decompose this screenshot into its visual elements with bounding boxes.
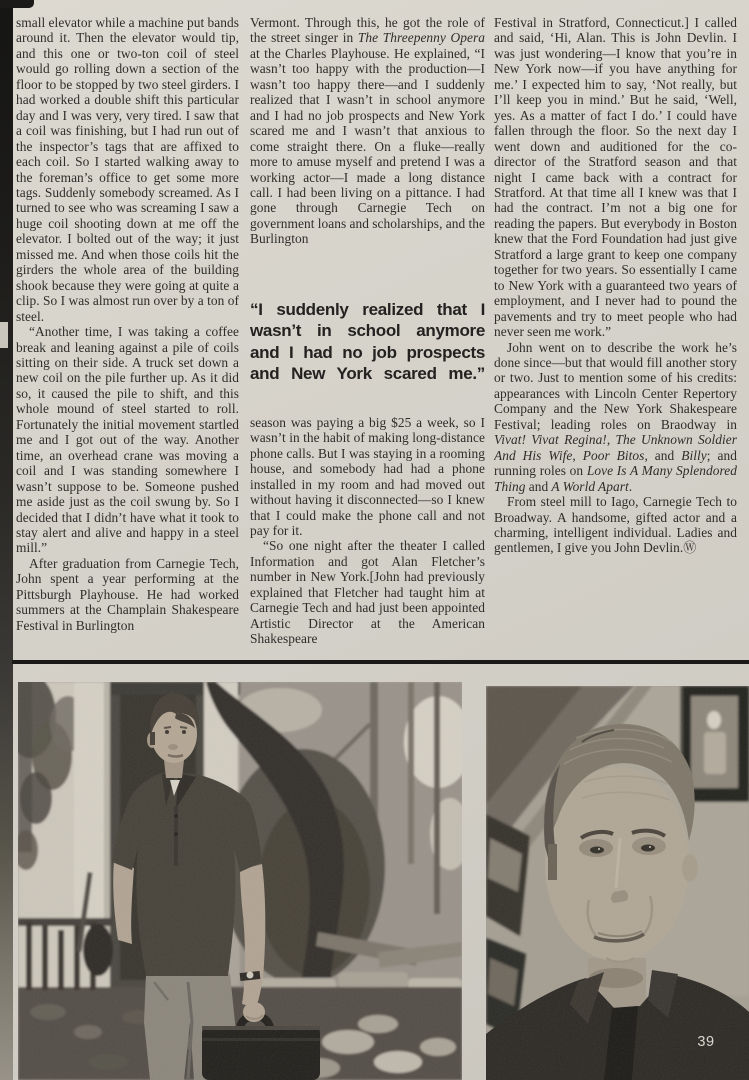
paragraph: season was paying a big $25 a week, so I wasn’t in the habit of making long-distance phone calls. But I was staying in a rooming house, and somebody had had a phone installed in my room and had moved out without having it disconnected—so I knew that I could make the phone call and not pay for it. [250, 414, 485, 538]
page-binding-shadow [0, 0, 13, 1080]
end-of-article-mark: Ⓦ [683, 541, 697, 557]
paragraph: Vermont. Through this, he got the role of the street singer in The Threepenny Opera at the Charles Playhouse. He explained, “I wasn’t too happy with the production—I wasn’t too happy there—and I suddenly realized that I wasn’t in school anymore and I had no job prospects and New York scared me and I wasn’t that anxious to come straight there. On a fluke—really more to amuse myself and pretend I was a working actor—I made a long distance call. I had been living on a pittance. I had gone through Carnegie Tech on government loans and scholarships, and the Burlington [250, 15, 485, 247]
divider-rule [12, 660, 749, 664]
scan-edge-mark [0, 0, 34, 8]
article-column-right [494, 15, 737, 557]
paragraph: small elevator while a machine put bands around it. Then the elevator would tip, and this one or two-ton coil of steel would go rolling down a section of the floor to be stopped by two steel girders. I had worked a double shift this particular day and I was very, very tired. I saw that a coil was finishing, but I had run out of the inspector’s tags that are affixed to each coil. So I started walking away to the foreman’s office to get some more tags. Suddenly somebody screamed. As I turned to see who was screaming I saw a huge coil shooting down at me off the elevator. I bolted out of the way; it just missed me. And when those coils hit the girders the whole area of the building shook because they were going at quite a clip. So I was almost run over by a ton of steel. [16, 15, 239, 324]
paragraph: “So one night after the theater I called Information and got Alan Fletcher’s number in New York.[John had previously explained that Fletcher had taught him at Carnegie Tech and had just been appointed Artistic Director at the American Shakespeare [250, 538, 485, 647]
pull-quote-line: and I had no job prospects [250, 342, 485, 362]
pull-quote-line: “I suddenly realized that I [250, 299, 485, 319]
paragraph: After graduation from Carnegie Tech, John spent a year performing at the Pittsburgh Playhouse. He had worked summers at the Champlain Shakespeare Festival in Burlington [16, 555, 239, 633]
paragraph: John went on to describe the work he’s done since—but that would fill another story or two. Just to mention some of his credits: appearances with Lincoln Center Repertory Company and the New York Shakespeare Festival; leading roles on Braodway in Vivat! Vivat Regina!, The Unknown Soldier And His Wife, Poor Bitos, and Billy; and running roles on Love Is A Many Splendored Thing and A World Apart. [494, 339, 737, 494]
paragraph: From steel mill to Iago, Carnegie Tech to Broadway. A handsome, gifted actor and a charming, intelligent individual. Ladies and gentlemen, I give you John Devlin.Ⓦ [494, 494, 737, 557]
pull-quote-line: wasn’t in school anymore [250, 321, 485, 341]
pull-quote [250, 299, 485, 385]
page-number: 39 [697, 1034, 715, 1050]
photo-john-devlin-standing [18, 682, 462, 1080]
photo-john-devlin-portrait [486, 686, 749, 1080]
article-column-left [16, 15, 239, 633]
paragraph: Festival in Stratford, Connecticut.] I called and said, ‘Hi, Alan. This is John Devlin. I was just wondering—I know that you’re in New York now—if you have anything for me.’ I expected him to say, ‘Not really, but I’ll keep you in mind.’ But he said, ‘Well, yes. As a matter of fact I do.’ I could have fallen through the floor. So the next day I went down and auditioned for the co-director of the Stratford season and that night I came back with a contract for Stratford. At that time all I knew was that I had the contract. I’m not a big one for reading the papers. But everybody in Boston knew that the Ford Foundation had just give Stratford a large grant to keep one company together for two years. So essentially I came to New York with a guaranteed two years of employment, and I never had to pound the pavements and try to meet people who had never seen me work.” [494, 15, 737, 340]
pull-quote-line: and New York scared me.” [250, 364, 485, 384]
binding-notch [0, 322, 8, 348]
paragraph: “Another time, I was taking a coffee break and leaning against a pile of coils sitting on their side. A truck set down a new coil on the pile further up. As it did so, it caused the pile to shift, and this whole mound of steel started to roll. Fortunately the initial movement startled me and I got out of the way. Another time, an overhead crane was moving a coil and I was standing somewhere I wasn’t suppose to be. Someone pushed me aside just as the coil swung by. So I decided that I didn’t have what it took to stay alert and alive and happy in a steel mill.” [16, 324, 239, 556]
article-column-middle [250, 15, 485, 647]
